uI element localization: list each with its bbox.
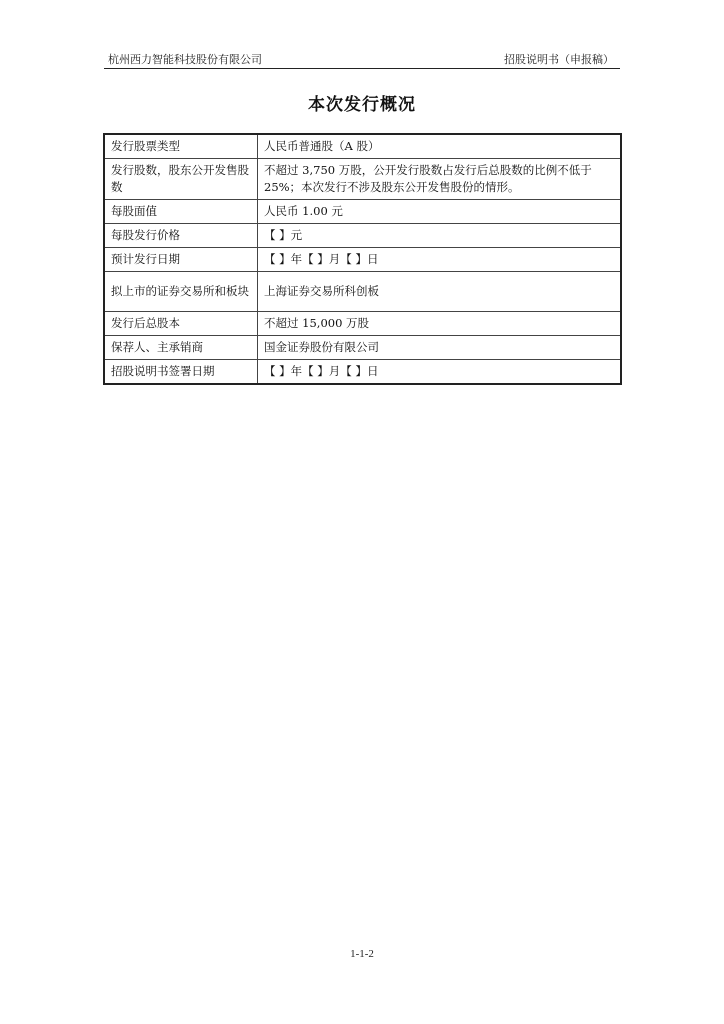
row-label: 拟上市的证券交易所和板块	[104, 272, 258, 312]
row-label: 每股发行价格	[104, 224, 258, 248]
company-name: 杭州西力智能科技股份有限公司	[108, 53, 262, 66]
table-row	[104, 336, 621, 360]
table-row	[104, 134, 621, 159]
row-value: 【 】元	[258, 224, 622, 248]
row-label: 每股面值	[104, 200, 258, 224]
row-label: 预计发行日期	[104, 248, 258, 272]
table-row	[104, 360, 621, 385]
table-row	[104, 248, 621, 272]
table-row	[104, 200, 621, 224]
offering-overview-table	[103, 133, 622, 385]
row-label: 保荐人、主承销商	[104, 336, 258, 360]
row-label: 发行股数，股东公开发售股数	[104, 159, 258, 200]
row-value: 人民币普通股（A 股）	[258, 134, 622, 159]
row-value: 不超过 15,000 万股	[258, 312, 622, 336]
row-value: 【 】年【 】月【 】日	[258, 248, 622, 272]
page-title: 本次发行概况	[308, 95, 416, 115]
document-type: 招股说明书（申报稿）	[504, 53, 614, 66]
row-value: 国金证券股份有限公司	[258, 336, 622, 360]
table-row	[104, 159, 621, 200]
row-value: 不超过 3,750 万股，公开发行股数占发行后总股数的比例不低于 25%；本次发行不涉及股东公开发售股份的情形。	[258, 159, 622, 200]
page-header	[104, 50, 620, 69]
table-row	[104, 312, 621, 336]
row-label: 发行股票类型	[104, 134, 258, 159]
table-row	[104, 272, 621, 312]
row-label: 发行后总股本	[104, 312, 258, 336]
row-value: 人民币 1.00 元	[258, 200, 622, 224]
row-value: 上海证券交易所科创板	[258, 272, 622, 312]
table-row	[104, 224, 621, 248]
row-label: 招股说明书签署日期	[104, 360, 258, 385]
page-number: 1-1-2	[350, 948, 374, 960]
row-value: 【 】年【 】月【 】日	[258, 360, 622, 385]
